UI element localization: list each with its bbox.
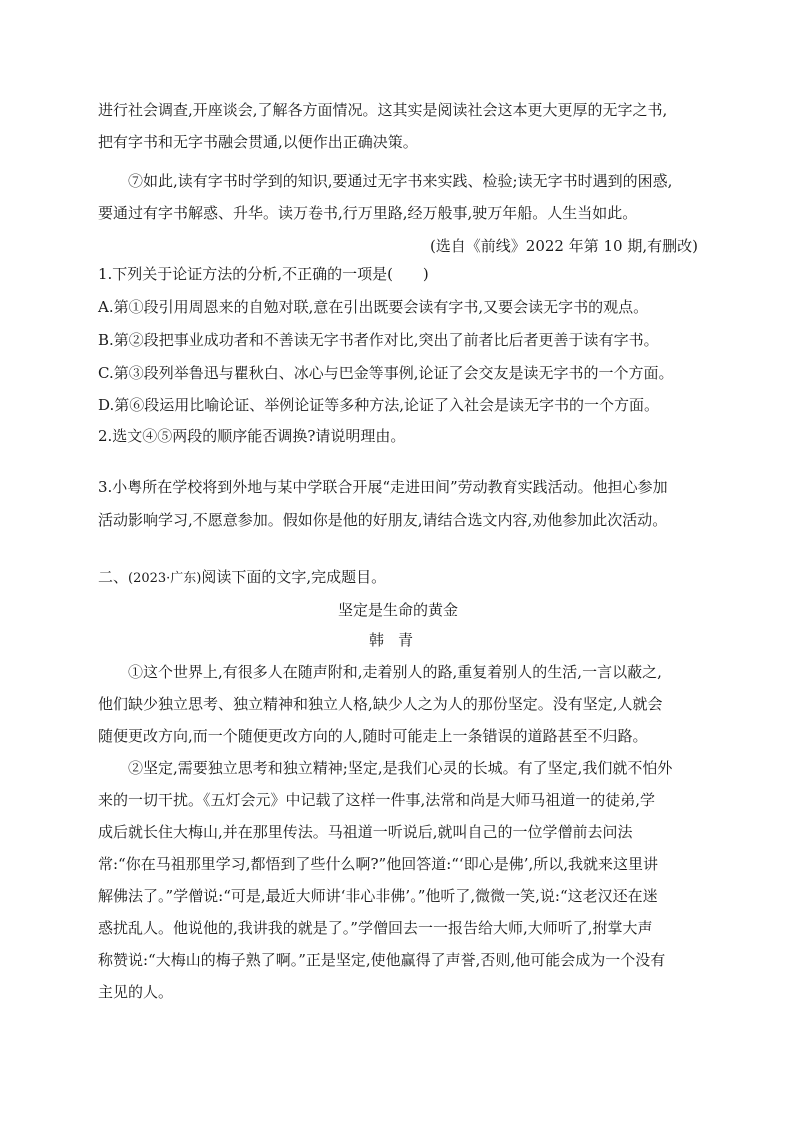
passage1-paragraph7-line: ⑦如此,读有字书时学到的知识,要通过无字书来实践、检验;读无字书时遇到的困惑,: [128, 172, 673, 190]
article-paragraph2-line: 惑扰乱人。他说他的,我讲我的就是了。”学僧回去一一报告给大师,大师听了,拊掌大声: [98, 919, 653, 937]
question-2: 2.选文④⑤两段的顺序能否调换?请说明理由。: [98, 427, 406, 445]
question-3-line: 3.小粤所在学校将到外地与某中学联合开展“走进田间”劳动教育实践活动。他担心参加: [98, 478, 668, 496]
passage1-line: 进行社会调查,开座谈会,了解各方面情况。这其实是阅读社会这本更大更厚的无字之书,: [98, 101, 668, 119]
article-paragraph2-line: 常:“你在马祖那里学习,都悟到了些什么啊?”他回答道:“‘即心是佛’,所以,我就来这里讲: [98, 855, 658, 873]
question-1: 1.下列关于论证方法的分析,不正确的一项是( ): [98, 265, 429, 283]
section-2-source: (2023·广东): [128, 571, 202, 586]
article-paragraph1-line: ①这个世界上,有很多人在随声附和,走着别人的路,重复着别人的生活,一言以蔽之,: [128, 663, 662, 681]
passage1-line: 把有字书和无字书融会贯通,以便作出正确决策。: [98, 133, 418, 151]
section-2-heading: [98, 567, 386, 587]
article-paragraph1-line: 随便更改方向,而一个随便更改方向的人,随时可能走上一条错误的道路甚至不归路。: [98, 727, 648, 745]
question-1-option-d: D.第⑥段运用比喻论证、举例论证等多种方法,论证了入社会是读无字书的一个方面。: [98, 396, 660, 414]
question-1-option-c: C.第③段列举鲁迅与瞿秋白、冰心与巴金等事例,论证了会交友是读无字书的一个方面。: [98, 364, 674, 382]
passage1-paragraph7-line: 要通过有字书解惑、升华。读万卷书,行万里路,经万般事,驶万年船。人生当如此。: [98, 204, 638, 222]
section-2-instruction: 阅读下面的文字,完成题目。: [201, 568, 387, 586]
section-2-number: 二、: [98, 568, 129, 586]
article-paragraph2-line: 称赞说:“大梅山的梅子熟了啊。”正是坚定,使他赢得了声誉,否则,他可能会成为一个没有: [98, 951, 666, 969]
question-1-option-b: B.第②段把事业成功者和不善读无字书者作对比,突出了前者比后者更善于读有字书。: [98, 331, 659, 349]
article-paragraph1-line: 他们缺少独立思考、独立精神和独立人格,缺少人之为人的那份坚定。没有坚定,人就会: [98, 695, 663, 713]
article-paragraph2-line: 解佛法了。”学僧说:“可是,最近大师讲‘非心非佛’。”他听了,微微一笑,说:“这老汉还在迷: [98, 887, 658, 905]
article-title: 坚定是生命的黄金: [337, 601, 458, 619]
question-3-line: 活动影响学习,不愿意参加。假如你是他的好朋友,请结合选文内容,劝他参加此次活动。: [98, 511, 668, 529]
passage1-source: (选自《前线》2022 年第 10 期,有删改): [429, 237, 698, 255]
question-1-option-a: A.第①段引用周恩来的自勉对联,意在引出既要会读有字书,又要会读无字书的观点。: [98, 298, 649, 316]
article-paragraph2-line: ②坚定,需要独立思考和独立精神;坚定,是我们心灵的长城。有了坚定,我们就不怕外: [128, 759, 673, 777]
article-author: 韩青: [368, 631, 427, 649]
article-paragraph2-line: 成后就长住大梅山,并在那里传法。马祖道一听说后,就叫自己的一位学僧前去问法: [98, 823, 633, 841]
article-paragraph2-line: 来的一切干扰。《五灯会元》中记载了这样一件事,法常和尚是大师马祖道一的徒弟,学: [98, 791, 656, 809]
article-paragraph2-line: 主见的人。: [98, 983, 174, 1001]
